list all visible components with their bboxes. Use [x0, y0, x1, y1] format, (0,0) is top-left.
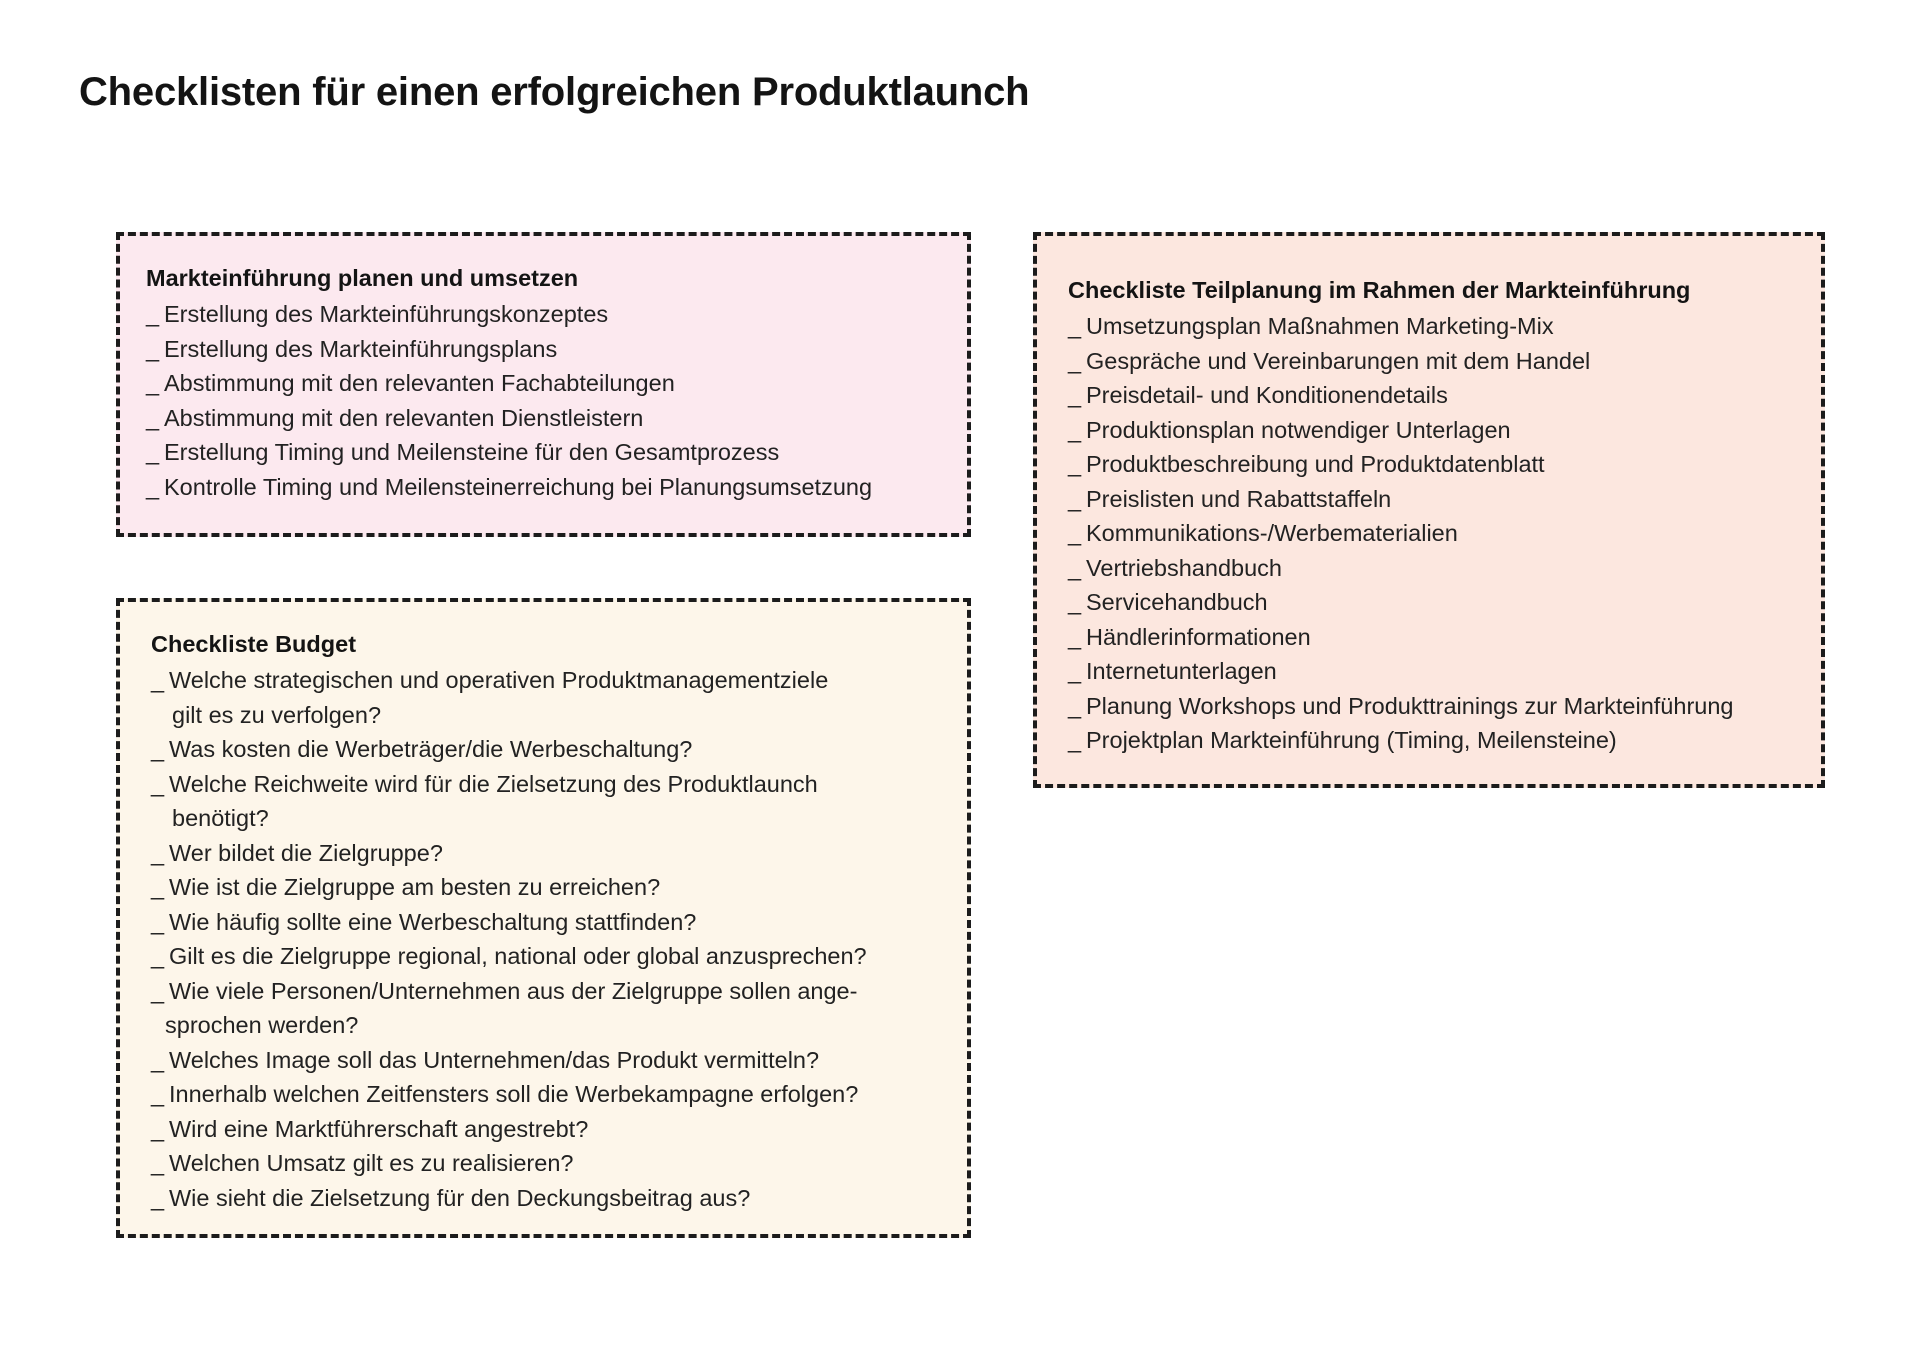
list-item: _ Produktionsplan notwendiger Unterlagen	[1068, 416, 1511, 443]
list-item: _ Kommunikations-/Werbematerialien	[1068, 520, 1458, 546]
list-item: _ Wer bildet die Zielgruppe?	[151, 839, 443, 866]
list-item: _ Internetunterlagen	[1068, 658, 1277, 684]
list-item: _ Händlerinformationen	[1068, 623, 1311, 650]
budget-checklist-box	[116, 598, 971, 1238]
list-item: _ Welche Reichweite wird für die Zielsetzung des Produktlaunch benötigt?	[151, 770, 818, 831]
list-item: _ Erstellung des Markteinführungsplans	[146, 335, 558, 362]
list-item: _ Preisdetail- und Konditionendetails	[1068, 382, 1448, 408]
list-item: _ Erstellung Timing und Meilensteine für den Gesamtprozess	[146, 439, 780, 465]
list-item: _ Wie sieht die Zielsetzung für den Deckungsbeitrag aus?	[151, 1184, 751, 1211]
list-item: _ Gespräche und Vereinbarungen mit dem Handel	[1068, 347, 1591, 374]
list-item: _ Abstimmung mit den relevanten Fachabteilungen	[146, 370, 675, 396]
partial-planning-checklist-items	[1068, 309, 1821, 758]
list-item: _ Wie häufig sollte eine Werbeschaltung stattfinden?	[151, 908, 697, 935]
planning-checklist-box	[116, 232, 971, 537]
list-item: _ Produktbeschreibung und Produktdatenblatt	[1068, 451, 1545, 477]
budget-checklist-items	[151, 663, 967, 1215]
list-item: _ Projektplan Markteinführung (Timing, Meilensteine)	[1068, 727, 1617, 753]
list-item: _ Wie ist die Zielgruppe am besten zu erreichen?	[151, 874, 661, 900]
list-item: _ Umsetzungsplan Maßnahmen Marketing-Mix	[1068, 313, 1554, 339]
list-item: _ Abstimmung mit den relevanten Dienstleistern	[146, 404, 644, 431]
list-item: _ Was kosten die Werbeträger/die Werbeschaltung?	[151, 736, 693, 762]
page-title: Checklisten für einen erfolgreichen Produktlaunch	[79, 70, 1030, 114]
list-item: _ Servicehandbuch	[1068, 589, 1268, 615]
partial-planning-checklist-box	[1033, 232, 1825, 788]
planning-checklist-heading: Markteinführung planen und umsetzen	[146, 265, 579, 291]
list-item: _ Planung Workshops und Produkttrainings zur Markteinführung	[1068, 692, 1734, 719]
list-item: _ Welches Image soll das Unternehmen/das Produkt vermitteln?	[151, 1046, 820, 1073]
list-item: _ Innerhalb welchen Zeitfensters soll die Werbekampagne erfolgen?	[151, 1081, 859, 1107]
list-item: _ Gilt es die Zielgruppe regional, national oder global anzusprechen?	[151, 943, 867, 969]
list-item: _ Erstellung des Markteinführungskonzeptes	[146, 301, 609, 327]
list-item: _ Vertriebshandbuch	[1068, 554, 1282, 581]
list-item: _ Welche strategischen und operativen Produktmanagementziele gilt es zu verfolgen?	[151, 667, 829, 728]
list-item: _ Kontrolle Timing und Meilensteinerreichung bei Planungsumsetzung	[146, 473, 873, 500]
list-item: _ Wie viele Personen/Unternehmen aus der Zielgruppe sollen ange- sprochen werden?	[151, 977, 858, 1038]
list-item: _ Welchen Umsatz gilt es zu realisieren?	[151, 1150, 574, 1176]
list-item: _ Preislisten und Rabattstaffeln	[1068, 485, 1392, 512]
budget-checklist-heading: Checkliste Budget	[151, 631, 357, 657]
list-item: _ Wird eine Marktführerschaft angestrebt?	[151, 1115, 589, 1142]
planning-checklist-items	[146, 297, 967, 504]
partial-planning-checklist-heading: Checkliste Teilplanung im Rahmen der Markteinführung	[1068, 277, 1691, 303]
